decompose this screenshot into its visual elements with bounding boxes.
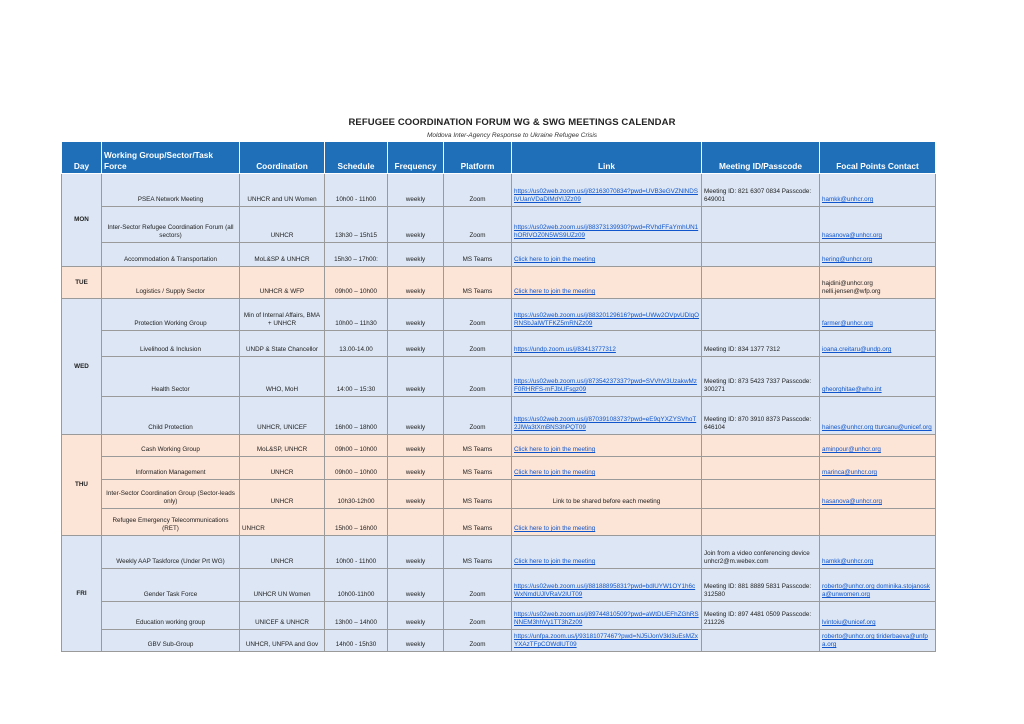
table-row [62, 299, 936, 331]
platform-cell: MS Teams [444, 435, 512, 457]
frequency-cell: weekly [388, 630, 444, 652]
schedule-cell: 13h00 – 14h00 [325, 602, 388, 630]
group-cell: Livelihood & Inclusion [102, 331, 240, 357]
coordination-cell: UNHCR, UNICEF [240, 397, 325, 435]
meeting-id-cell: Meeting ID: 821 6307 0834 Passcode: 649001 [702, 174, 820, 207]
platform-cell: MS Teams [444, 509, 512, 536]
frequency-cell: weekly [388, 397, 444, 435]
frequency-cell: weekly [388, 299, 444, 331]
focal-email-link[interactable]: marinca@unhcr.org [822, 469, 878, 477]
schedule-cell: 15h30 – 17h00: [325, 243, 388, 267]
platform-cell: MS Teams [444, 457, 512, 480]
schedule-cell: 09h00 – 10h00 [325, 435, 388, 457]
focal-email-link[interactable]: farmer@unhcr.org [822, 320, 873, 328]
table-row [62, 536, 936, 569]
group-cell: Gender Task Force [102, 569, 240, 602]
meeting-id-cell [702, 509, 820, 536]
meeting-link[interactable]: Click here to join the meeting [514, 256, 596, 264]
platform-cell: MS Teams [444, 243, 512, 267]
group-cell: Health Sector [102, 357, 240, 397]
table-row [62, 207, 936, 243]
table-row [62, 602, 936, 630]
coordination-cell: UNHCR UN Women [240, 569, 325, 602]
meeting-id-cell [702, 630, 820, 652]
coordination-cell: UNHCR [240, 536, 325, 569]
table-row [62, 397, 936, 435]
frequency-cell: weekly [388, 602, 444, 630]
meeting-link[interactable]: Click here to join the meeting [514, 469, 596, 477]
focal-email-link[interactable]: hamkk@unhcr.org [822, 558, 874, 566]
frequency-cell: weekly [388, 331, 444, 357]
platform-cell: Zoom [444, 602, 512, 630]
focal-contact-cell: hajdini@unhcr.org nelli.jensen@wfp.org [820, 267, 936, 299]
table-row [62, 509, 936, 536]
focal-contact-cell [820, 509, 936, 536]
meeting-link[interactable]: https://us02web.zoom.us/j/89744810509?pwd=aWtDUEFhZGhRSNNEM3hhVy1TT3hZz09 [514, 611, 699, 627]
focal-email-link[interactable]: haines@unhcr.org tturcanu@unicef.org [822, 424, 932, 432]
meeting-id-cell [702, 267, 820, 299]
header-link: Link [512, 142, 702, 174]
schedule-cell: 13.00-14.00 [325, 331, 388, 357]
day-cell-mon: MON [62, 174, 102, 267]
day-cell-thu: THU [62, 435, 102, 536]
meeting-link[interactable]: Click here to join the meeting [514, 558, 596, 566]
frequency-cell: weekly [388, 457, 444, 480]
meeting-id-cell: Meeting ID: 834 1377 7312 [702, 331, 820, 357]
day-cell-tue: TUE [62, 267, 102, 299]
link-note-cell: Link to be shared before each meeting [512, 480, 702, 509]
focal-email-link[interactable]: hering@unhcr.org [822, 256, 873, 264]
coordination-cell: UNHCR [240, 457, 325, 480]
platform-cell: MS Teams [444, 536, 512, 569]
meeting-link[interactable]: https://us02web.zoom.us/j/87039108373?pwd=eE9qYXZYSVhoT2JlWa3tXmBNS3hPQT09 [514, 416, 697, 432]
meeting-id-cell [702, 299, 820, 331]
meeting-id-cell: Join from a video conferencing device unhcr2@m.webex.com [702, 536, 820, 569]
coordination-cell: UNHCR, UNFPA and Gov [240, 630, 325, 652]
table-row [62, 357, 936, 397]
meeting-id-cell: Meeting ID: 897 4481 0509 Passcode: 211226 [702, 602, 820, 630]
focal-email-link[interactable]: ioana.creitaru@undp.org [822, 346, 892, 354]
coordination-cell: UNHCR & WFP [240, 267, 325, 299]
meeting-link[interactable]: https://us02web.zoom.us/j/88188895831?pwd=bdlUYW1OY1h6cWxNmdUJlVRaV2lUT09 [514, 583, 696, 599]
focal-email-link[interactable]: hamkk@unhcr.org [822, 196, 874, 204]
focal-email-link[interactable]: roberto@unhcr.org dominika.stojanoska@unwomen.org [822, 583, 930, 599]
meeting-link[interactable]: Click here to join the meeting [514, 446, 596, 454]
meeting-id-cell [702, 207, 820, 243]
frequency-cell: weekly [388, 480, 444, 509]
focal-email-link[interactable]: hasanova@unhcr.org [822, 498, 882, 506]
platform-cell: Zoom [444, 299, 512, 331]
schedule-cell: 13h30 – 15h15 [325, 207, 388, 243]
meeting-id-cell: Meeting ID: 873 5423 7337 Passcode: 300271 [702, 357, 820, 397]
platform-cell: MS Teams [444, 480, 512, 509]
meeting-id-cell [702, 435, 820, 457]
schedule-cell: 16h00 – 18h00 [325, 397, 388, 435]
frequency-cell: weekly [388, 536, 444, 569]
frequency-cell: weekly [388, 174, 444, 207]
coordination-cell: WHO, MoH [240, 357, 325, 397]
coordination-cell: UNHCR [240, 207, 325, 243]
meeting-link[interactable]: https://us02web.zoom.us/j/88320129616?pwd=UWw2OVpvUDlqORNSbJalWTFKZ5mRNZz09 [514, 312, 699, 328]
frequency-cell: weekly [388, 435, 444, 457]
group-cell: Refugee Emergency Telecommunications (RET) [102, 509, 240, 536]
meeting-id-cell [702, 457, 820, 480]
coordination-cell: UNDP & State Chancellor [240, 331, 325, 357]
coordination-cell: UNHCR [240, 509, 325, 536]
group-cell: Logistics / Supply Sector [102, 267, 240, 299]
focal-email-link[interactable]: gheorghitae@who.int [822, 386, 882, 394]
schedule-cell: 14h00 - 15h30 [325, 630, 388, 652]
meeting-link[interactable]: https://undp.zoom.us/j/83413777312 [514, 346, 616, 354]
header-focal: Focal Points Contact [820, 142, 936, 174]
table-header-row [62, 142, 936, 174]
group-cell: PSEA Network Meeting [102, 174, 240, 207]
platform-cell: Zoom [444, 630, 512, 652]
coordination-cell: MoL&SP, UNHCR [240, 435, 325, 457]
header-meeting-id: Meeting ID/Passcode [702, 142, 820, 174]
frequency-cell: weekly [388, 243, 444, 267]
header-schedule: Schedule [325, 142, 388, 174]
meeting-id-cell [702, 480, 820, 509]
meeting-link[interactable]: Click here to join the meeting [514, 288, 596, 296]
platform-cell: Zoom [444, 357, 512, 397]
header-day: Day [62, 142, 102, 174]
day-cell-fri: FRI [62, 536, 102, 652]
meeting-link[interactable]: Click here to join the meeting [514, 525, 596, 533]
group-cell: Accommodation & Transportation [102, 243, 240, 267]
table-row [62, 480, 936, 509]
table-row [62, 174, 936, 207]
day-cell-wed: WED [62, 299, 102, 435]
platform-cell: Zoom [444, 397, 512, 435]
schedule-cell: 10h00-11h00 [325, 569, 388, 602]
table-row [62, 267, 936, 299]
group-cell: Inter-Sector Refugee Coordination Forum (all sectors) [102, 207, 240, 243]
document-subtitle: Moldova Inter-Agency Response to Ukraine Refugee Crisis [426, 132, 598, 139]
header-platform: Platform [444, 142, 512, 174]
platform-cell: Zoom [444, 569, 512, 602]
coordination-cell: UNICEF & UNHCR [240, 602, 325, 630]
platform-cell: Zoom [444, 207, 512, 243]
table-row [62, 331, 936, 357]
group-cell: Education working group [102, 602, 240, 630]
coordination-cell: MoL&SP & UNHCR [240, 243, 325, 267]
group-cell: GBV Sub-Group [102, 630, 240, 652]
schedule-cell: 09h00 – 10h00 [325, 267, 388, 299]
meeting-link[interactable]: https://us02web.zoom.us/j/87354237337?pwd=SVVhV3UzakwMzF0RHRFS-mFJbUFsgz09 [514, 378, 697, 394]
group-cell: Weekly AAP Taskforce (Under Prt WG) [102, 536, 240, 569]
group-cell: Child Protection [102, 397, 240, 435]
meeting-link[interactable]: https://unfpa.zoom.us/j/93181077467?pwd=NJ5iJonV3kl3uEsMZxYXAzTFpCOWdlUT09 [514, 633, 698, 649]
coordination-cell: Min of Internal Affairs, BMA + UNHCR [240, 299, 325, 331]
frequency-cell: weekly [388, 569, 444, 602]
table-row [62, 569, 936, 602]
coordination-cell: UNHCR and UN Women [240, 174, 325, 207]
meeting-id-cell: Meeting ID: 870 3910 8373 Passcode: 646104 [702, 397, 820, 435]
focal-email-link[interactable]: lvintoiu@unicef.org [822, 619, 876, 627]
group-cell: Protection Working Group [102, 299, 240, 331]
meetings-calendar-table [61, 141, 936, 652]
meeting-id-cell [702, 243, 820, 267]
schedule-cell: 09h00 – 10h00 [325, 457, 388, 480]
schedule-cell: 10h00 – 11h30 [325, 299, 388, 331]
frequency-cell [388, 509, 444, 536]
meeting-link[interactable]: https://us02web.zoom.us/j/82163070834?pwd=UVB3eGVZNlNDSlVUanVDaDlMdYlJZz09 [514, 188, 698, 204]
focal-email-link[interactable]: aminpour@unhcr.org [822, 446, 881, 454]
table-row [62, 457, 936, 480]
focal-email-link[interactable]: roberto@unhcr.org tiriderbaeva@unfpa.org [822, 633, 928, 649]
platform-cell: Zoom [444, 174, 512, 207]
platform-cell: MS Teams [444, 267, 512, 299]
frequency-cell: weekly [388, 207, 444, 243]
schedule-cell: 10h00 - 11h00 [325, 174, 388, 207]
platform-cell: Zoom [444, 331, 512, 357]
coordination-cell: UNHCR [240, 480, 325, 509]
header-coordination: Coordination [240, 142, 325, 174]
frequency-cell: weekly [388, 267, 444, 299]
header-frequency: Frequency [388, 142, 444, 174]
schedule-cell: 10h00 - 11h00 [325, 536, 388, 569]
schedule-cell: 15h00 – 16h00 [325, 509, 388, 536]
meeting-id-cell: Meeting ID: 881 8889 5831 Passcode: 312580 [702, 569, 820, 602]
table-row [62, 630, 936, 652]
frequency-cell: weekly [388, 357, 444, 397]
document-title: REFUGEE COORDINATION FORUM WG & SWG MEETINGS CALENDAR [348, 117, 676, 128]
header-group: Working Group/Sector/Task Force [102, 142, 240, 174]
group-cell: Information Management [102, 457, 240, 480]
focal-email-link[interactable]: hasanova@unhcr.org [822, 232, 882, 240]
table-row [62, 243, 936, 267]
schedule-cell: 10h30-12h00 [325, 480, 388, 509]
schedule-cell: 14:00 – 15:30 [325, 357, 388, 397]
meeting-link[interactable]: https://us02web.zoom.us/j/88373139930?pwd=RVhdFFaYmhUN1hORlVOZ0N5WS9UZz09 [514, 224, 699, 240]
group-cell: Cash Working Group [102, 435, 240, 457]
group-cell: Inter-Sector Coordination Group (Sector-leads only) [102, 480, 240, 509]
table-row [62, 435, 936, 457]
